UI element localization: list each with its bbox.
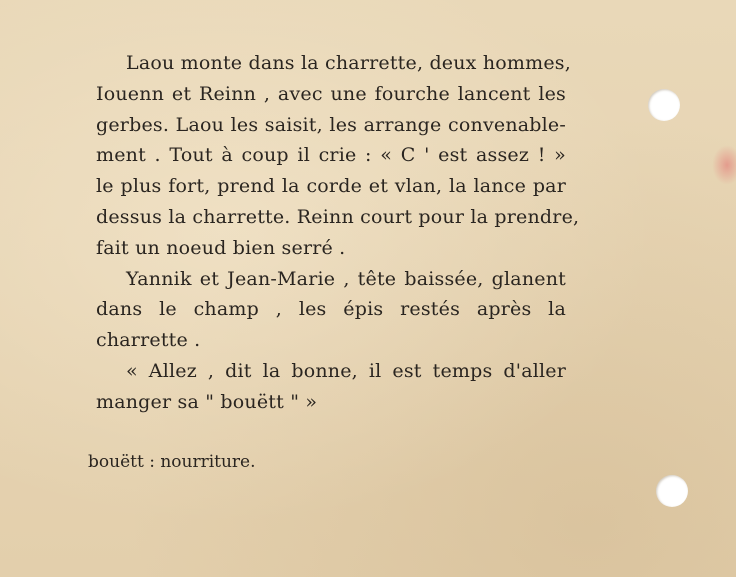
text-line: Laou monte dans la charrette, deux hommes, bbox=[126, 52, 571, 74]
footnote: bouëtt : nourriture. bbox=[88, 452, 256, 472]
text-line: « Allez , dit la bonne, il est temps d'aller bbox=[126, 359, 566, 382]
text-line: gerbes. Laou les saisit, les arrange convenable- bbox=[96, 113, 566, 136]
story-text bbox=[96, 48, 580, 418]
text-line: le plus fort, prend la corde et vlan, la lance par bbox=[96, 175, 566, 198]
red-stain bbox=[712, 145, 736, 185]
punch-hole-top bbox=[648, 89, 680, 121]
text-line: charrette . bbox=[96, 329, 201, 352]
text-line: Yannik et Jean-Marie , tête baissée, glanent bbox=[126, 267, 566, 290]
punch-hole-bottom bbox=[656, 475, 688, 507]
text-line: ment . Tout à coup il crie : « C ' est assez ! » bbox=[96, 144, 566, 167]
text-line: dessus la charrette. Reinn court pour la prendre, bbox=[96, 205, 580, 228]
text-line: fait un noeud bien serré . bbox=[96, 236, 346, 259]
text-line: dans le champ , les épis restés après la bbox=[96, 298, 566, 321]
text-line: Iouenn et Reinn , avec une fourche lancent les bbox=[96, 82, 566, 105]
page-edge bbox=[736, 0, 743, 577]
text-line: manger sa " bouëtt " » bbox=[96, 390, 318, 413]
